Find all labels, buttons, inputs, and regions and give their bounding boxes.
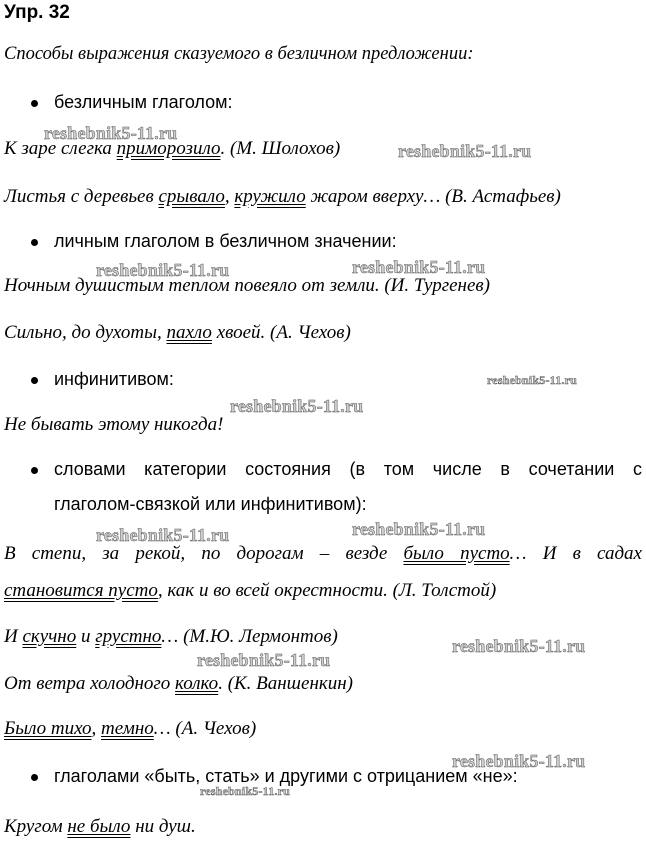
exercise-subtitle: Способы выражения сказуемого в безличном предложении: <box>4 44 474 64</box>
bullet-dot <box>31 100 38 107</box>
watermark: reshebnik5-11.ru <box>96 260 230 280</box>
watermark: reshebnik5-11.ru <box>96 525 230 545</box>
bullet-impersonal-verb: безличным глаголом: <box>54 92 233 112</box>
watermark: reshebnik5-11.ru <box>352 519 486 539</box>
bullet-personal-verb: личным глаголом в безличном значении: <box>54 231 397 251</box>
exercise-title: Упр. 32 <box>4 2 70 23</box>
bullet-state-words: словами категории состояния (в том числе в сочетании с <box>54 459 642 479</box>
example-line: В степи, за рекой, по дорогам – везде было пусто… И в садах <box>4 543 642 564</box>
watermark: reshebnik5-11.ru <box>352 257 486 277</box>
example-line: Было тихо, темно… (А. Чехов) <box>4 718 257 739</box>
example-line: становится пусто, как и во всей окрестности. (Л. Толстой) <box>4 580 497 601</box>
bullet-state-words-cont: глаголом-связкой или инфинитивом): <box>54 494 367 514</box>
example-line: К заре слегка приморозило. (М. Шолохов) <box>4 138 341 159</box>
watermark: reshebnik5-11.ru <box>398 141 532 161</box>
bullet-dot <box>31 774 38 781</box>
example-line: Кругом не было ни душ. <box>4 816 196 837</box>
watermark: reshebnik5-11.ru <box>200 784 290 798</box>
bullet-dot <box>31 377 38 384</box>
watermark: reshebnik5-11.ru <box>197 650 331 670</box>
bullet-infinitive: инфинитивом: <box>54 369 174 389</box>
watermark: reshebnik5-11.ru <box>452 751 586 771</box>
bullet-negation: глаголами «быть, стать» и другими с отрицанием «не»: <box>54 766 518 786</box>
bullet-dot <box>31 239 38 246</box>
example-line: Сильно, до духоты, пахло хвоей. (А. Чехов) <box>4 322 351 343</box>
watermark: reshebnik5-11.ru <box>487 373 577 387</box>
example-line: Ночным душистым теплом повеяло от земли. (И. Тургенев) <box>4 275 490 296</box>
example-line: И скучно и грустно… (М.Ю. Лермонтов) <box>4 626 338 647</box>
bullet-dot <box>31 467 38 474</box>
watermark: reshebnik5-11.ru <box>44 123 178 143</box>
example-line: Не бывать этому никогда! <box>4 414 224 435</box>
example-line: Листья с деревьев срывало, кружило жаром вверху… (В. Астафьев) <box>4 186 561 207</box>
example-line: От ветра холодного колко. (К. Ваншенкин) <box>4 673 354 694</box>
watermark: reshebnik5-11.ru <box>452 636 586 656</box>
watermark: reshebnik5-11.ru <box>230 396 364 416</box>
